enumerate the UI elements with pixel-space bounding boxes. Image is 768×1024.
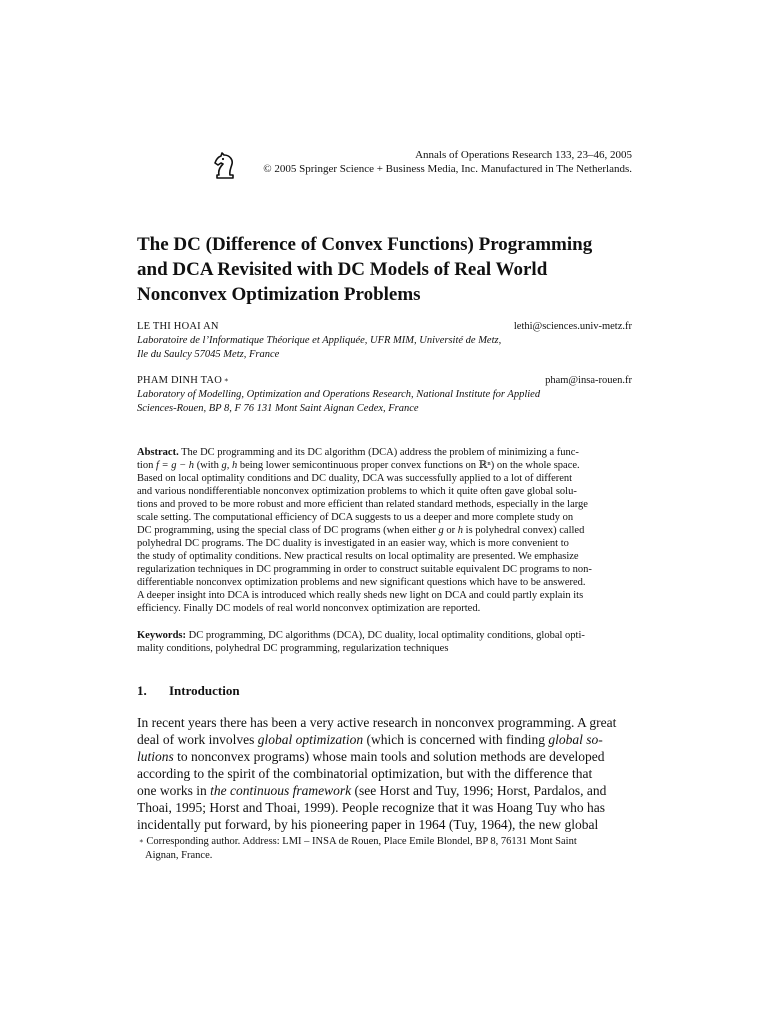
title-line: and DCA Revisited with DC Models of Real World <box>137 259 548 280</box>
copyright-notice: © 2005 Springer Science + Business Media, Inc. Manufactured in The Netherlands. <box>263 163 632 175</box>
section-title: Introduction <box>169 683 240 698</box>
author-email: pham@insa-rouen.fr <box>545 375 632 386</box>
author-name: PHAM DINH TAO ∗ <box>137 375 229 386</box>
math-expression: g, h <box>221 460 238 471</box>
paper-title <box>137 232 637 307</box>
abstract: Abstract. The DC programming and its DC algorithm (DCA) address the problem of minimizing a func- tion f = g − h (with g, h being lower semicontinuous proper convex functions on ℝⁿ) on the whole space. Based on local optimality conditions and DC duality, DCA was successfully applied to a lot of different and various nondifferentiable nonconvex optimization problems to which it quite often gave global solu- tions and proved to be more robust and more efficient than related standard methods, especially in the large scale setting. The computational efficiency of DCA suggests to us a deeper and more complete study on DC programming, using the special class of DC programs (when either g or h is polyhedral convex) called polyhedral DC programs. The DC duality is investigated in an easier way, which is more convenient to the study of optimality conditions. New practical results on local optimality are presented. We emphasize regularization techniques in DC programming in order to construct suitable equivalent DC programs to non- differentiable nonconvex optimization problems and new significant questions which have to be answered. A deeper insight into DCA is introduced which really sheds new light on DCA and could partly explain its efficiency. Finally DC models of real world nonconvex optimization are reported. <box>137 447 592 614</box>
section-heading <box>137 683 240 699</box>
springer-knight-logo-icon <box>212 152 238 180</box>
abstract-label: Abstract. <box>137 447 179 458</box>
journal-header <box>212 148 632 184</box>
author-affiliation: Ile du Saulcy 57045 Metz, France <box>137 349 280 360</box>
author-affiliation: Laboratoire de l’Informatique Théorique et Appliquée, UFR MIM, Université de Metz, <box>137 335 502 346</box>
author-email: lethi@sciences.univ-metz.fr <box>513 321 632 332</box>
body-paragraph: In recent years there has been a very active research in nonconvex programming. A great deal of work involves global optimization (which is concerned with finding global so- lutions to nonconvex programs) whose main tools and solution methods are developed according to the spirit of the combinatorial optimization, but with the difference that one works in the continuous framework (see Horst and Tuy, 1996; Horst, Pardalos, and Thoai, 1995; Horst and Thoai, 1999). People recognize that it was Hoang Tuy who has incidentally put forward, by his pioneering paper in 1964 (Tuy, 1964), the new global <box>137 715 617 832</box>
keywords-label: Keywords: <box>137 630 186 641</box>
section-number: 1. <box>137 683 147 698</box>
math-expression: f = g − h <box>155 460 195 471</box>
keywords: Keywords: DC programming, DC algorithms (DCA), DC duality, local optimality conditions, global opti- mality conditions, polyhedral DC programming, regularization techniques <box>137 630 585 654</box>
author-name: LE THI HOAI AN <box>137 321 219 332</box>
title-line: Nonconvex Optimization Problems <box>137 284 421 305</box>
corresponding-author-mark: ∗ <box>224 376 229 384</box>
author-affiliation: Sciences-Rouen, BP 8, F 76 131 Mont Saint Aignan Cedex, France <box>137 403 419 414</box>
author-block <box>137 374 632 416</box>
title-line: The DC (Difference of Convex Functions) Programming <box>137 234 593 255</box>
footnote-mark: ∗ <box>139 837 144 845</box>
author-block <box>137 320 632 362</box>
author-affiliation: Laboratory of Modelling, Optimization and Operations Research, National Institute for Applied <box>137 389 541 400</box>
footnote: ∗ Corresponding author. Address: LMI – INSA de Rouen, Place Emile Blondel, BP 8, 76131 Mont Saint Aignan, France. <box>139 836 577 861</box>
journal-citation: Annals of Operations Research 133, 23–46, 2005 <box>415 149 632 161</box>
